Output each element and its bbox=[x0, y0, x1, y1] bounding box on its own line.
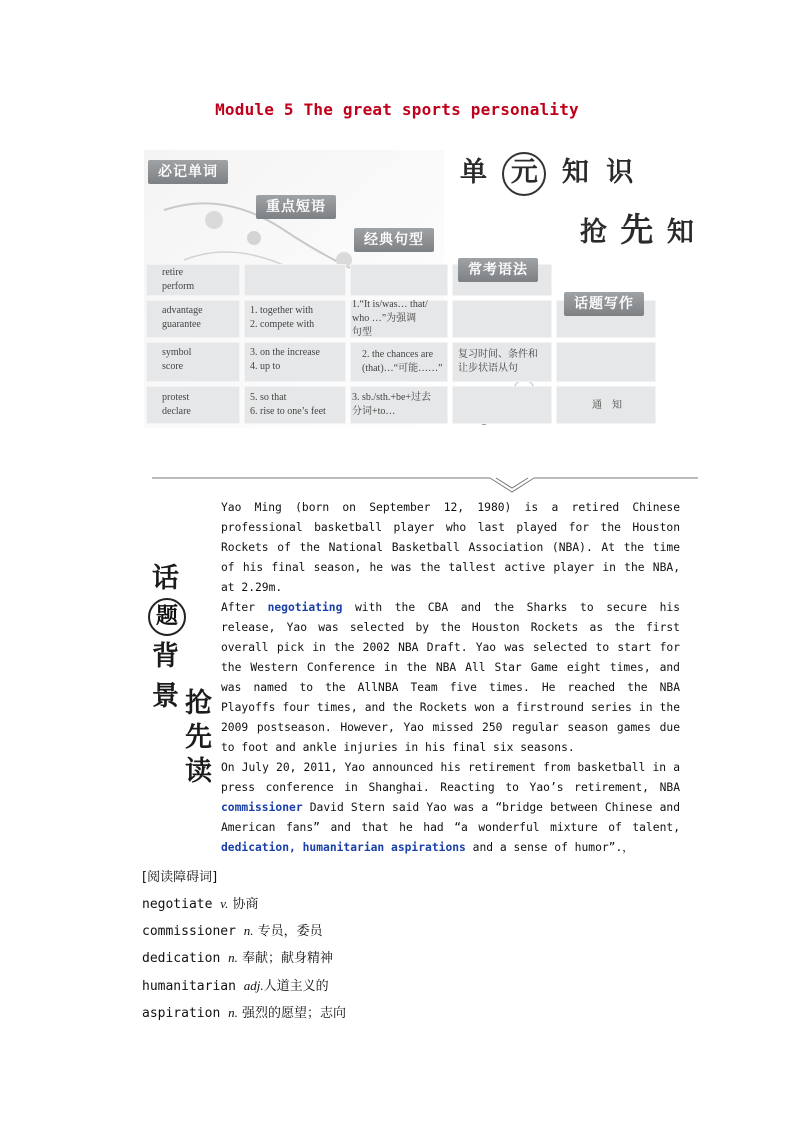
grammar-point: 复习时间、条件和 让步状语从句 bbox=[458, 349, 538, 374]
word-pair-4: protest declare bbox=[162, 392, 191, 417]
unit-knowledge-banner bbox=[144, 150, 700, 428]
vocab-item: aspiration n. 强烈的愿望；志向 bbox=[142, 1005, 346, 1021]
section-divider bbox=[152, 474, 698, 496]
keyword-negotiating: negotiating bbox=[267, 601, 343, 614]
side-title-char: 抢 bbox=[185, 688, 212, 719]
passage-paragraph-1: Yao Ming (born on September 12, 1980) is a retired Chinese professional basketball player who last played for the Houston Rockets of the National Basketball Association (NBA). At the time of his final season, he was the tallest active player in the NBA, at 2.29m. bbox=[221, 501, 680, 594]
keyword-dedication: dedication, humanitarian aspirations bbox=[221, 841, 466, 854]
word-pair-1: retire perform bbox=[162, 267, 195, 292]
word-pair-3: symbol score bbox=[162, 347, 192, 372]
vocab-item: dedication n. 奉献；献身精神 bbox=[142, 950, 333, 966]
phrase-pair-3: 5. so that 6. rise to one’s feet bbox=[250, 392, 326, 417]
passage-paragraph-3: On July 20, 2011, Yao announced his retirement from basketball in a press conference in Shanghai. Reacting to Yao’s retirement, NBA commissioner David Stern said Yao was a “bridge between Chinese and American fans” and that he had “a wonderful mixture of talent, dedication, humanitarian aspirations and a sense of humor”.， bbox=[221, 761, 680, 854]
tab-must-know-words: 必记单词 bbox=[148, 160, 228, 184]
vocab-heading: [阅读障碍词] bbox=[142, 870, 218, 885]
circled-character: 元 bbox=[502, 152, 546, 196]
tab-topic-writing: 话题写作 bbox=[564, 292, 644, 316]
vocab-item: humanitarian adj.人道主义的 bbox=[142, 978, 329, 994]
banner-heading-line2: 抢 先 知 bbox=[580, 210, 694, 249]
side-title-char: 背 bbox=[152, 641, 179, 672]
side-title-char: 读 bbox=[185, 756, 212, 787]
tab-key-phrases: 重点短语 bbox=[256, 195, 336, 219]
vocab-item: negotiate v. 协商 bbox=[142, 896, 259, 912]
tab-common-grammar: 常考语法 bbox=[458, 258, 538, 282]
sentence-pattern-2: 2. the chances are (that)…“可能……” bbox=[362, 349, 443, 374]
side-title-circled-char: 题 bbox=[148, 598, 186, 636]
sentence-pattern-3: 3. sb./sth.+be+过去 分词+to… bbox=[352, 392, 432, 417]
keyword-commissioner: commissioner bbox=[221, 801, 303, 814]
word-pair-2: advantage guarantee bbox=[162, 305, 203, 330]
page-title: Module 5 The great sports personality bbox=[215, 100, 579, 119]
banner-heading-line1: 单 元 知 识 bbox=[460, 150, 633, 196]
phrase-pair-1: 1. together with 2. compete with bbox=[250, 305, 315, 330]
phrase-pair-2: 3. on the increase 4. up to bbox=[250, 347, 320, 372]
topic-passage bbox=[221, 498, 680, 858]
side-title-char: 话 bbox=[152, 563, 179, 594]
side-title-char: 景 bbox=[152, 681, 179, 712]
sentence-pattern-1: 1.“It is/was… that/ who …”为强调 句型 bbox=[352, 299, 428, 338]
vocab-item: commissioner n. 专员，委员 bbox=[142, 923, 323, 939]
tab-classic-sentences: 经典句型 bbox=[354, 228, 434, 252]
passage-paragraph-2: After negotiating with the CBA and the Sharks to secure his release, Yao was selected by the Houston Rockets as the first overall pick in the 2002 NBA Draft. Yao was selected to start for the Western Conference in the NBA All Star Game eight times, and was named to the AllNBA Team five times. He reached the NBA Playoffs four times, and the Rockets won a firstround series in the 2009 postseason. However, Yao missed 250 regular season games due to foot and ankle injuries in his final six seasons. bbox=[221, 601, 680, 754]
writing-topic: 通 知 bbox=[592, 400, 622, 411]
side-title-char: 先 bbox=[185, 722, 212, 753]
